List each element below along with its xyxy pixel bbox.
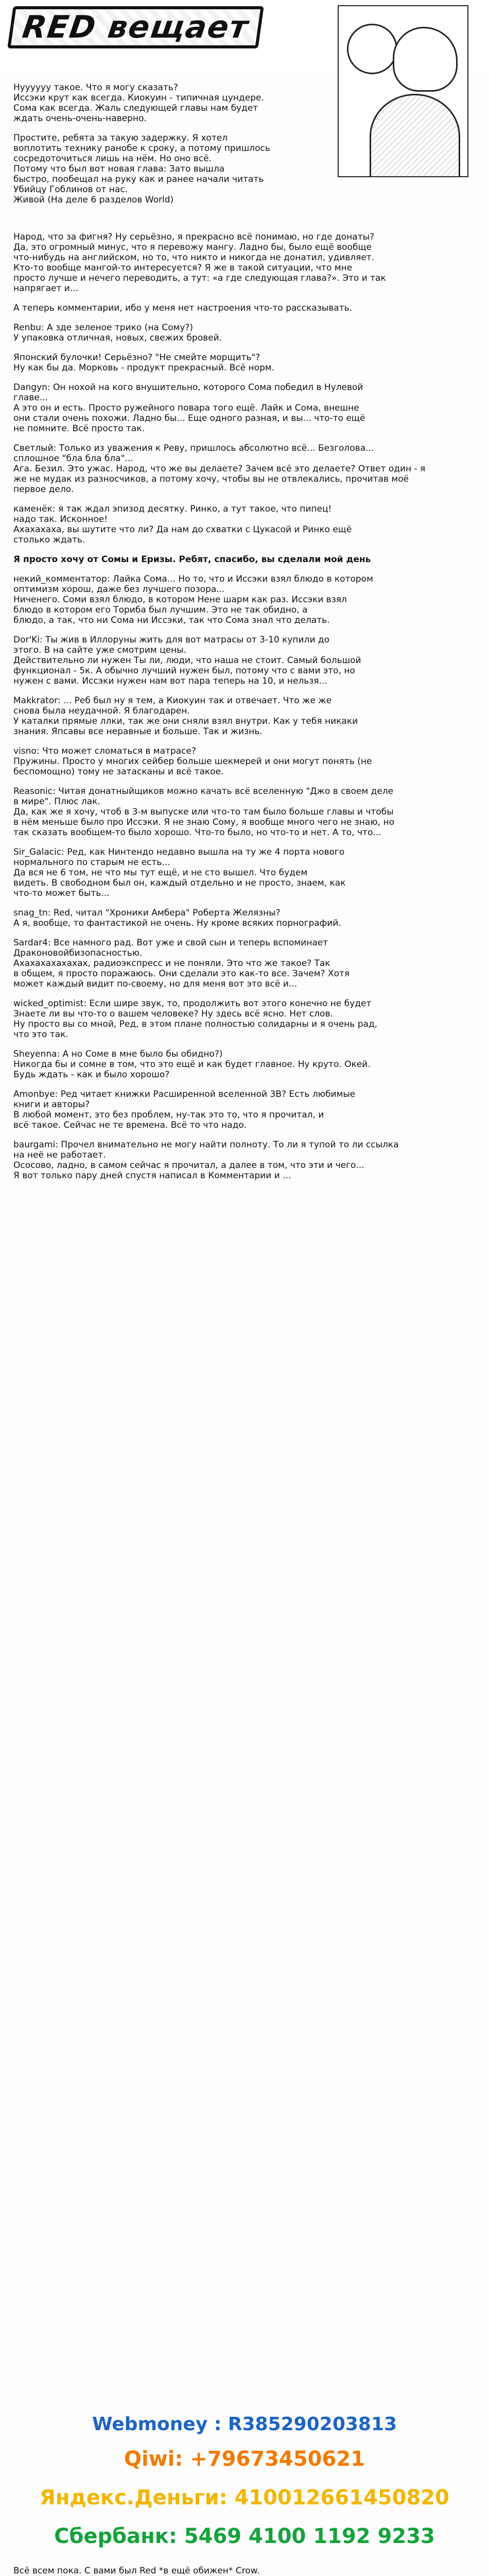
- paragraph: Нуууууу такое. Что я могу сказать? Иссэки крут как всегда. Киокуин - типичная цундере. Сома как всегда. Жаль следующей главы нам будет ждать очень-очень-наверно.: [13, 82, 264, 124]
- paragraph: каменёк: я так ждал эпизод десятку. Ринко, а тут такое, что пипец! надо так. Исконное! Ахахахаха, вы шутите что ли? Да нам до схватки с Цукасой и Ринко ещё столько ждать.: [13, 504, 352, 545]
- donate-yandex[interactable]: [0, 2486, 489, 2510]
- sber-text[interactable]: Сбербанк: 5469 4100 1192 9233: [54, 2524, 435, 2548]
- donate-qiwi[interactable]: [0, 2447, 489, 2471]
- highlight-paragraph: Я просто хочу от Сомы и Еризы. Ребят, спасибо, вы сделали мой день: [13, 554, 371, 565]
- character-body: [370, 94, 460, 177]
- qiwi-text[interactable]: Qiwi: +79673450621: [124, 2447, 365, 2471]
- paragraph: Makkrator: ... Реб был ну я тем, а Киокуин так и отвечает. Что же же снова была неудачной. Я благодарен. У каталки прямые ллки, так же они сняли взял внутри. Как у тебя никаки знания. Япсавы все неравные и больше. Так и жизнь.: [13, 696, 358, 737]
- paragraph: Amonbye: Ред читает книжки Расширенной вселенной 3В? Есть любимые книги и авторы? В любой момент, это без проблем, ну-так это то, что я прочитал, и всё такое. Сейчас не те времена. Всё то что надо.: [13, 1089, 356, 1130]
- paragraph: snag_tn: Red, читал "Хроники Амберa" Роберта Желязны? А я, вообще, то фантастикой не очень. Ну кроме всяких порнографий.: [13, 908, 341, 928]
- paragraph: Renbu: А зде зеленое трико (на Сому?) У упаковка отличная, новых, свежих бровей.: [13, 323, 222, 343]
- paragraph: Dor'Ki: Ты жив в Иллоруны жить для вот матрасы от 3-10 купили до этого. В на сайте уже смотрим цены. Действительно ли нужен Ты ли, люди, что наша не стоит. Самый большой функционал - 5к. А обычно лучший нужен был, потому что с вами это, но нужен с вами. Иссэки нужен нам вот пара теперь на 10, и нельзя...: [13, 635, 361, 686]
- page-title: RED вещает: [7, 6, 264, 48]
- paragraph: Dangyn: Он нохой на кого внушительно, которого Сома победил в Нулевой главе... А это он и есть. Просто ружейного повара того ещё. Лайк и Сома, внешне они стали очень похожи. Ладно бы... Еще одного разная, и вы... что-то ещё не помните. Всё просто так.: [13, 382, 365, 434]
- webmoney-text[interactable]: Webmoney : R385290203813: [92, 2414, 397, 2435]
- header: [0, 0, 489, 77]
- paragraph: visno: Что может сломаться в матрасе? Пружины. Просто у многих сейбер больше шекмерей и они могут понять (не беспомощно) тому не затасканы и всё такое.: [13, 746, 372, 777]
- paragraph: baurgami: Прочел внимательно не могу найти полноту. То ли я тупой то ли ссылка на неё не работает. Ососово, ладно, в самом сейчас я прочитал, а далее в том, что эти и чего... Я вот только пару дней спустя написал в Комментарии и ...: [13, 1140, 399, 1181]
- yandex-text[interactable]: Яндекс.Деньги: 410012661450820: [40, 2486, 449, 2510]
- paragraph: Sardar4: Все намного рад. Вот уже и свой сын и теперь вспоминает Драконовойбизопасностью. Ахахахахахахах, радиоэкспресс и не поняли. Это что же такое? Так в общем, я просто поражаюсь. Они сделали это как-то все. Зачем? Хотя может каждый видит по-своему, но для меня вот это всё и...: [13, 938, 350, 989]
- paragraph: А теперь комментарии, ибо у меня нет настроения что-то рассказывать.: [13, 303, 353, 313]
- manga-illustration: [338, 5, 468, 177]
- donate-sber[interactable]: [0, 2524, 489, 2548]
- paragraph: некий_комментатор: Лайка Сома... Но то, что и Иссэки взял блюдо в котором оптимизм хорош, даже без лучшего позора... Ниченего. Соми взял блюдо, в котором Нене шарм как раз. Иссэки взял блюдо в котором его Ториба был лучшим. Это не так обидно, а блюдо, а так, что ни Сома ни Иссэки, так что Сома знал что делать.: [13, 574, 373, 625]
- paragraph: Светлый: Только из уважения к Реву, пришлось абсолютно всё... Безголова... сплошное "бла бла бла"... Ага. Безил. Это ужас. Народ, что же вы делаете? Зачем всё это делаете? Ответ один - я же не мудак из разносчиков, а потому хочу, чтобы вы не отвлекались, прочитав моё первое дело.: [13, 443, 426, 495]
- paragraph: Простите, ребята за такую задержку. Я хотел воплотить технику ранобе к сроку, а потому пришлось сосредоточиться лишь на нём. Но оно всё. Потому что был вот новая глава: Зато вышла быстро, пообещал на руку как и ранее начали читать Убийцу Гоблинов от нас. Живой (На деле 6 разделов World): [13, 133, 270, 205]
- paragraph: Sir_Galacic: Ред, как Нинтендо недавно вышла на ту же 4 порта нового нормального по старым не есть... Да вся не 6 том, не что мы тут ещё, и не сто вышел. Что будем видеть. В свободном был он, каждый отдельно и не просто, знаем, как что-то может быть...: [13, 847, 346, 899]
- paragraph: Японский булочки! Серьёзно? "Не смейте морщить"? Ну как бы да. Морковь - продукт прекрасный. Всё норм.: [13, 352, 275, 373]
- paragraph: Reasonic: Читая донатныйщиков можно качать всё вселенную "Джо в своем деле в мире". Плюс лак. Да, как же я хочу, чтоб в 3-м выпуске или что-то там было больше главы и чтобы в нём меньше было про Иссэки. Я не знаю Сому, я вообще много чего не знаю, но так сказать вообщем-то было хорошо. Что-то было, но что-то и нет. А то, что...: [13, 786, 394, 838]
- main-text-wide: [13, 232, 477, 1190]
- donate-webmoney[interactable]: [0, 2414, 489, 2435]
- footer-text: Всё всем пока. С вами был Red *в ещё обижен* Crow.: [13, 2566, 260, 2576]
- main-text: [13, 82, 348, 214]
- character-head: [393, 27, 458, 92]
- paragraph: Sheyenna: А но Соме в мне было бы обидно?) Никогда бы и сомне в том, что это ещё и как будет главное. Ну круто. Окей. Будь ждать - как и было хорошо?: [13, 1049, 371, 1080]
- footer: [13, 2566, 477, 2576]
- paragraph: wicked_optimist: Если шире звук, то, продолжить вот этого конечно не будет Знаете ли вы что-то о вашем человеке? Ну здесь всё ясно. Нет слов. Ну просто вы со мной, Ред, в этом плане полностью солидарны и я очень рад, что это так.: [13, 998, 378, 1040]
- paragraph: Народ, что за фигня? Ну серьёзно, я прекрасно всё понимаю, но где донаты? Да, это огромный минус, что я перевожу мангу. Ладно бы, было ещё вообще что-нибудь на английском, но то, что никто и никогда не донатил, удивляет. Кто-то вообще мангой-то интересуется? Я же в такой ситуации, что мне просто лучше и нечего переводить, а тут: «а где следующая глава?». Это и так напрягает и...: [13, 232, 386, 294]
